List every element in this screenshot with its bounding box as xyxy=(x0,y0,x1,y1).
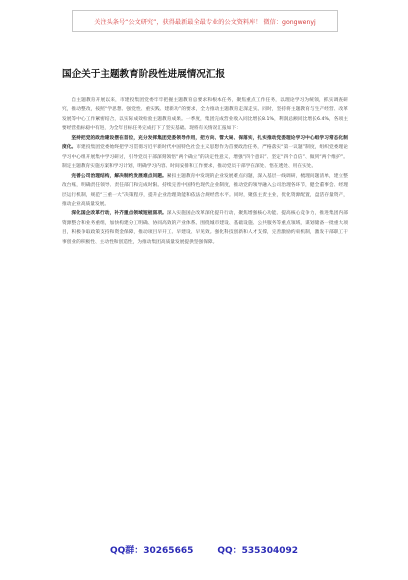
paragraph-lead: 完善公司治理结构，解决制约发展难点问题。 xyxy=(71,173,167,179)
footer-qq-group: QQ群：30265665 xyxy=(109,546,194,556)
document-body xyxy=(62,96,348,247)
paragraph-text: 紧扣主题教育中发现的企业发展难点问题，深入基层一线调研，梳理问题清单，建立整改台账，明确责任领导、责任部门和完成时限。持续完善中国特色现代企业制度，推动党的领导融入公司治理各环节，健全董事会、经理层运行机制，规范“三重一大”决策程序，提升企业治理效能和依法合规经营水平。同时，聚焦主责主业，优化资源配置，盘活存量资产，推动企业高质量发展。 xyxy=(62,173,348,207)
paragraph-3 xyxy=(62,209,348,247)
page-footer xyxy=(0,543,408,556)
paragraph-text: 自主题教育开展以来，市建投集团党委牢牢把握主题教育总要求和根本任务，聚焦重点工作任务，以理论学习为统领，抓实调查研究，推动整改，按照“学思想、强党性、重实践、建新功”的要求，全力推动主题教育走深走实。同时，坚持将主题教育与生产经营、改革发展等中心工作紧密结合，以实际成效检验主题教育成果。一季度，集团完成营业收入同比增长8.1%，利润总额同比增长6.4%，各项主要经营指标稳中有进，为全年目标任务完成打下了坚实基础。现将有关情况汇报如下： xyxy=(62,98,348,132)
footer-qq: QQ：535304092 xyxy=(217,546,299,556)
paragraph-2 xyxy=(62,172,348,210)
header-banner[interactable]: 关注头条号“公文研究”，获得最新最全最专业的公文资料库！ 微信：gongwenyj xyxy=(72,10,338,32)
paragraph-lead: 深化国企改革行动，补齐重点领域短板弱项。 xyxy=(71,211,167,217)
paragraph-text: 深入实施国企改革深化提升行动，聚焦增强核心功能、提高核心竞争力，推进集团内部资源整合和业务重组，加快构建分工明确、协同高效的产业体系。围绕城市建设、基础设施、公共服务等重点领域，谋划储备一批重大项目，积极争取政策支持和资金保障，推动项目早开工、早建设、早见效。强化科技创新和人才支撑，完善激励约束机制，激发干部职工干事创业的积极性、主动性和创造性，为推动集团高质量发展提供坚强保障。 xyxy=(62,211,348,245)
paragraph-1 xyxy=(62,134,348,172)
paragraph-text: 市建投集团党委始终把学习贯彻习近平新时代中国特色社会主义思想作为首要政治任务，严格落实“第一议题”制度，组织党委理论学习中心组开展集中学习研讨，引导党员干部深刻领悟“两个确立”的决定性意义，增强“四个意识”、坚定“四个自信”、做到“两个维护”。制定主题教育实施方案和学习计划，明确学习内容、时间安排和工作要求，推动党员干部学在深处、悟在透处、用在实处。 xyxy=(62,145,348,170)
document-title: 国企关于主题教育阶段性进展情况汇报 xyxy=(62,69,226,80)
paragraph-intro xyxy=(62,96,348,134)
paragraph-lead: 坚持把党的政治建设摆在首位，充分发挥集团党委领导作用，把方向、管大局、保落实，扎实推动党委理论学习中心组学习常态化制度化。 xyxy=(62,135,348,151)
